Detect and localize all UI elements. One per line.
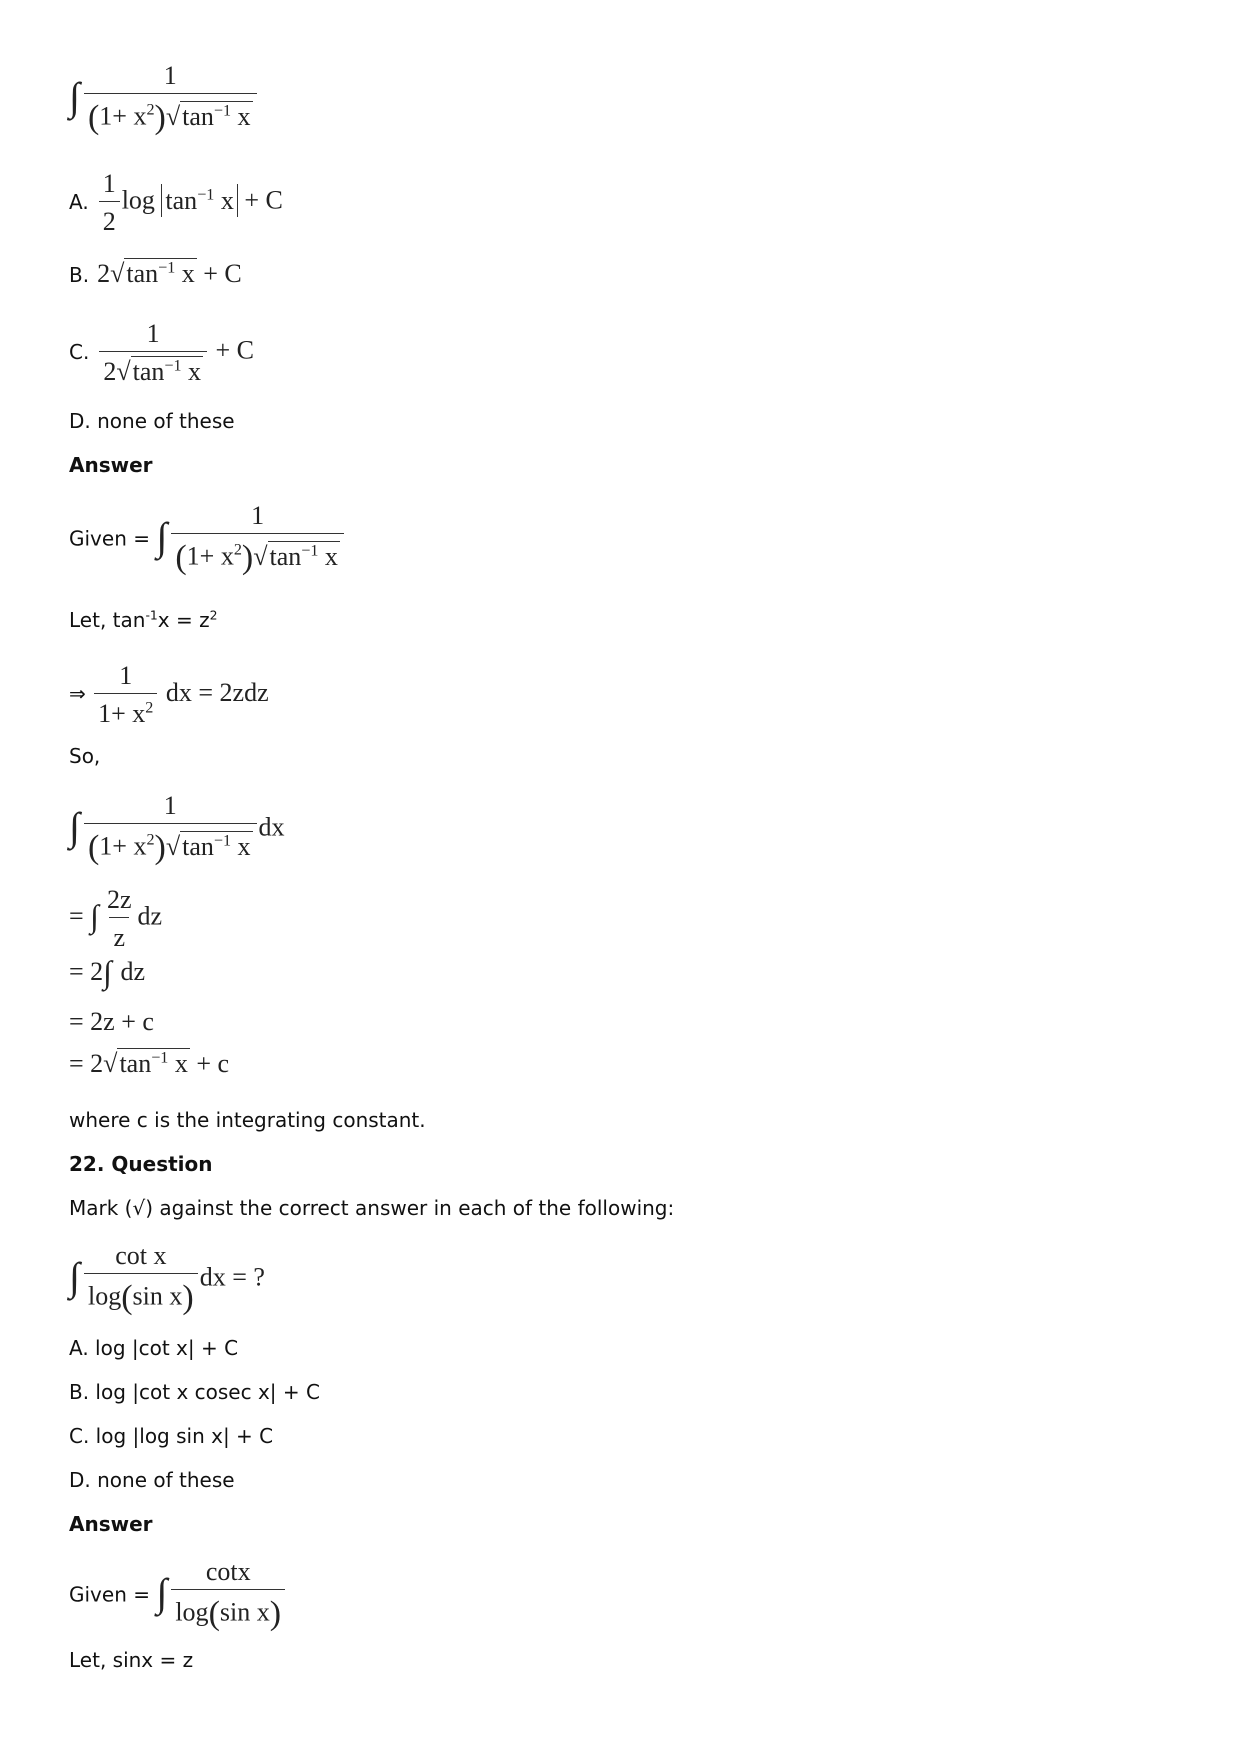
closing-text: where c is the integrating constant. bbox=[69, 1108, 426, 1132]
integral-dx: ∫ $\frac{1}{(1+ x^2)√\tan^{-1} x}$ dx bbox=[69, 790, 285, 869]
derivative-line: ⇒ $\frac{1}{1+ x^2}$ dx = 2zdz bbox=[69, 661, 269, 729]
step-1: = ∫ $\frac{2z}{z}$ dz bbox=[69, 885, 163, 953]
given-expression-22: Given = ∫ $\frac{\cot x}{\text{log(sin x)}}$ bbox=[69, 1556, 287, 1635]
answer-heading: Answer bbox=[69, 453, 153, 477]
question-22-integral: ∫ $\frac{\text{cot x}}{\text{log(sin x)}}$ dx = ? bbox=[69, 1240, 265, 1319]
step-2: = 2∫ dz bbox=[69, 954, 145, 990]
option-c-22: C. log |log sin x| + C bbox=[69, 1424, 274, 1448]
option-a: A. $\frac{1}{2}$ $\log \tan^{-1} x + C$ bbox=[69, 169, 283, 237]
option-d-22: D. none of these bbox=[69, 1468, 235, 1492]
option-b-22: B. log |cot x cosec x| + C bbox=[69, 1380, 320, 1404]
given-expression: Given = ∫ $\frac{1}{(1+ x^2)√\tan^{-1} x}$ bbox=[69, 500, 346, 579]
step-4: = $2√\tan^{-1}$ x + c bbox=[69, 1049, 230, 1078]
question-integral: ∫ $\frac{1}{(1+ x^2)√\tan^{-1} x}$ bbox=[69, 60, 259, 139]
so-text: So, bbox=[69, 744, 101, 768]
option-b: B. $2√\tan^{-1}$ x + C bbox=[69, 259, 242, 288]
step-3: = 2z + c bbox=[69, 1007, 154, 1036]
option-c: C. $\frac{1}{2√\tan^{-1} x}$ + C bbox=[69, 319, 255, 387]
question-instruction: Mark (√) against the correct answer in each of the following: bbox=[69, 1196, 675, 1220]
option-d: D. none of these bbox=[69, 409, 235, 433]
substitution-line-22: Let, sinx = z bbox=[69, 1648, 194, 1672]
question-heading: 22. Question bbox=[69, 1152, 213, 1176]
option-a-22: A. log |cot x| + C bbox=[69, 1336, 239, 1360]
answer-heading-22: Answer bbox=[69, 1512, 153, 1536]
substitution-line: Let, $\tan^{-1}x = z^2$ bbox=[69, 607, 218, 632]
